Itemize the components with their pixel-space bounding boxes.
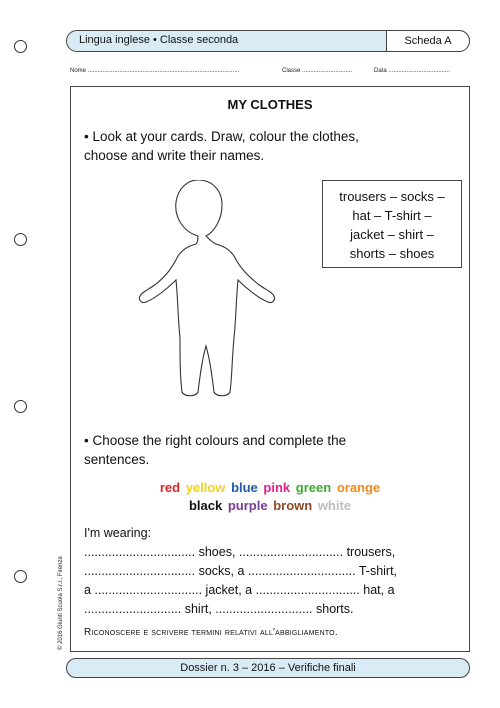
task2-line2: sentences. [84, 452, 150, 467]
learning-objective: Riconoscere e scrivere termini relativi all'abbigliamento. [84, 627, 338, 638]
sentence-line[interactable]: ................................ socks, a ............................... T-shirt, [84, 564, 398, 578]
word-box-line: hat – T-shirt – [352, 208, 432, 223]
wearing-label: I'm wearing: [84, 526, 151, 540]
colour-word: brown [273, 498, 313, 513]
sentence-line[interactable]: ............................ shirt, ............................ shorts. [84, 602, 354, 616]
colour-word: orange [336, 480, 381, 495]
body-outline-figure[interactable] [126, 180, 306, 398]
binder-hole-3 [14, 400, 27, 413]
colour-words-row1 [70, 478, 470, 497]
sentence-line[interactable]: a ............................... jacket, a .............................. hat, a [84, 583, 395, 597]
word-box [322, 180, 462, 268]
colour-words-row2 [70, 496, 470, 515]
footer-bar: Dossier n. 3 – 2016 – Verifiche finali [66, 658, 470, 678]
sheet-label: Scheda A [386, 30, 470, 52]
subject-label: Lingua inglese • Classe seconda [79, 34, 239, 46]
name-field[interactable]: Nome ........................................................................................... [70, 68, 240, 74]
binder-hole-1 [14, 40, 27, 53]
worksheet-title: MY CLOTHES [227, 97, 313, 112]
colour-word: yellow [185, 480, 226, 495]
colour-word: red [159, 480, 181, 495]
colour-word: black [188, 498, 223, 513]
header-bar [66, 30, 470, 52]
binder-hole-2 [14, 233, 27, 246]
sentence-line[interactable]: ................................ shoes, .............................. trousers, [84, 545, 396, 559]
colour-word: white [317, 498, 352, 513]
binder-hole-4 [14, 570, 27, 583]
task1-line1: • Look at your cards. Draw, colour the clothes, [84, 129, 359, 144]
copyright-note: © 2016 Giunti Scuola S.r.l., Firenze [58, 556, 64, 650]
date-field[interactable]: Data ..................................... [374, 68, 451, 74]
colour-word: blue [231, 480, 258, 495]
colour-word: purple [227, 498, 268, 513]
task2-line1: • Choose the right colours and complete the [84, 433, 347, 448]
task1-line2: choose and write their names. [84, 148, 265, 163]
class-field[interactable]: Classe .............................. [282, 68, 353, 74]
word-box-line: jacket – shirt – [350, 227, 434, 242]
word-box-line: shorts – shoes [349, 246, 435, 261]
colour-word: green [295, 480, 332, 495]
colour-word: pink [263, 480, 291, 495]
word-box-line: trousers – socks – [339, 189, 445, 204]
